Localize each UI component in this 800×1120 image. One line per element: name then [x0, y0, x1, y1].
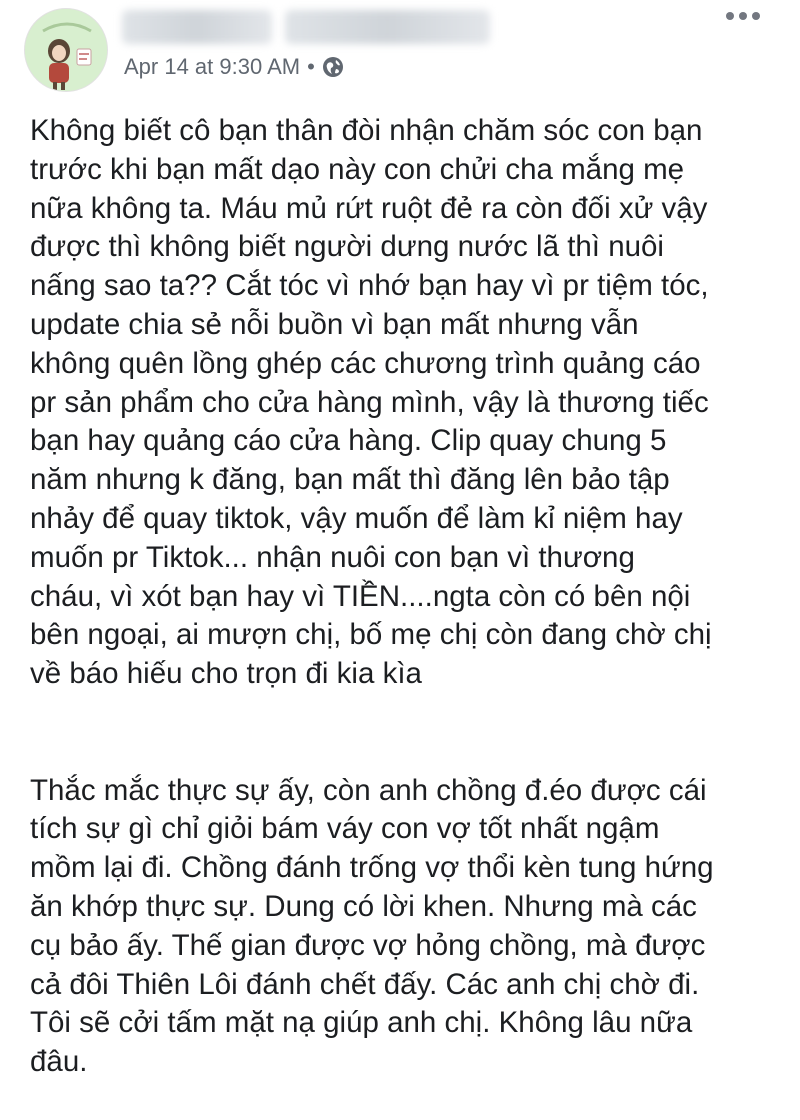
author-name-blurred	[285, 10, 490, 44]
meta-separator: •	[307, 54, 315, 79]
post-timestamp[interactable]: Apr 14 at 9:30 AM	[124, 54, 301, 79]
post-text-line: cả đôi Thiên Lôi đánh chết đấy. Các anh chị chờ đi.	[30, 967, 700, 1001]
post-text-line: cháu, vì xót bạn hay vì TIỀN....ngta còn có bên nội	[30, 579, 691, 613]
post-text-line: trước khi bạn mất dạo này con chửi cha mắng mẹ	[30, 152, 685, 186]
avatar-cartoon-icon	[25, 9, 108, 92]
post-text-line: không quên lồng ghép các chương trình quảng cáo	[30, 346, 701, 380]
post-text-line: mồm lại đi. Chồng đánh trống vợ thổi kèn tung hứng	[30, 851, 714, 885]
post-text-line: được thì không biết người dưng nước lã thì nuôi	[30, 230, 664, 264]
post-text-line: ăn khớp thực sự. Dung có lời khen. Nhưng mà các	[30, 889, 697, 923]
globe-icon[interactable]	[322, 56, 344, 78]
post-text-line: Không biết cô bạn thân đòi nhận chăm sóc con bạn	[30, 114, 703, 147]
post-text-line: năm nhưng k đăng, bạn mất thì đăng lên bảo tập	[30, 463, 670, 497]
post-text-line: tích sự gì chỉ giỏi bám váy con vợ tốt nhất ngậm	[30, 812, 660, 846]
post-text-line: nấng sao ta?? Cắt tóc vì nhớ bạn hay vì pr tiệm tóc,	[30, 269, 709, 303]
post-text-line: bạn hay quảng cáo cửa hàng. Clip quay chung 5	[30, 424, 667, 458]
post-text-line: muốn pr Tiktok... nhận nuôi con bạn vì thương	[30, 540, 635, 574]
post-meta	[124, 52, 344, 82]
post-header	[0, 0, 800, 100]
post-message	[30, 112, 780, 1082]
post-text-line: bên ngoại, ai mượn chị, bố mẹ chị còn đang chờ chị	[30, 618, 712, 652]
post-text-line: nữa không ta. Máu mủ rứt ruột đẻ ra còn đối xử vậy	[30, 191, 708, 225]
avatar[interactable]	[24, 8, 108, 92]
post-text-line: Thắc mắc thực sự ấy, còn anh chồng đ.éo được cái	[30, 773, 707, 807]
post-text-line: đâu.	[30, 1045, 88, 1079]
post-text-line: pr sản phẩm cho cửa hàng mình, vậy là thương tiếc	[30, 385, 709, 419]
post-paragraph	[30, 772, 780, 1082]
post-paragraph	[30, 112, 780, 694]
post-text-line: Tôi sẽ cởi tấm mặt nạ giúp anh chị. Không lâu nữa	[30, 1006, 693, 1040]
post-text-line: cụ bảo ấy. Thế gian được vợ hỏng chồng, mà được	[30, 928, 706, 962]
post-text-line: nhảy để quay tiktok, vậy muốn để làm kỉ niệm hay	[30, 501, 683, 535]
author-name-blurred	[122, 10, 272, 44]
post-text-line: về báo hiếu cho trọn đi kia kìa	[30, 657, 422, 691]
ellipsis-icon[interactable]	[720, 6, 766, 26]
paragraph-spacer	[30, 694, 780, 772]
post-text-line: update chia sẻ nỗi buồn vì bạn mất nhưng vẫn	[30, 307, 639, 341]
